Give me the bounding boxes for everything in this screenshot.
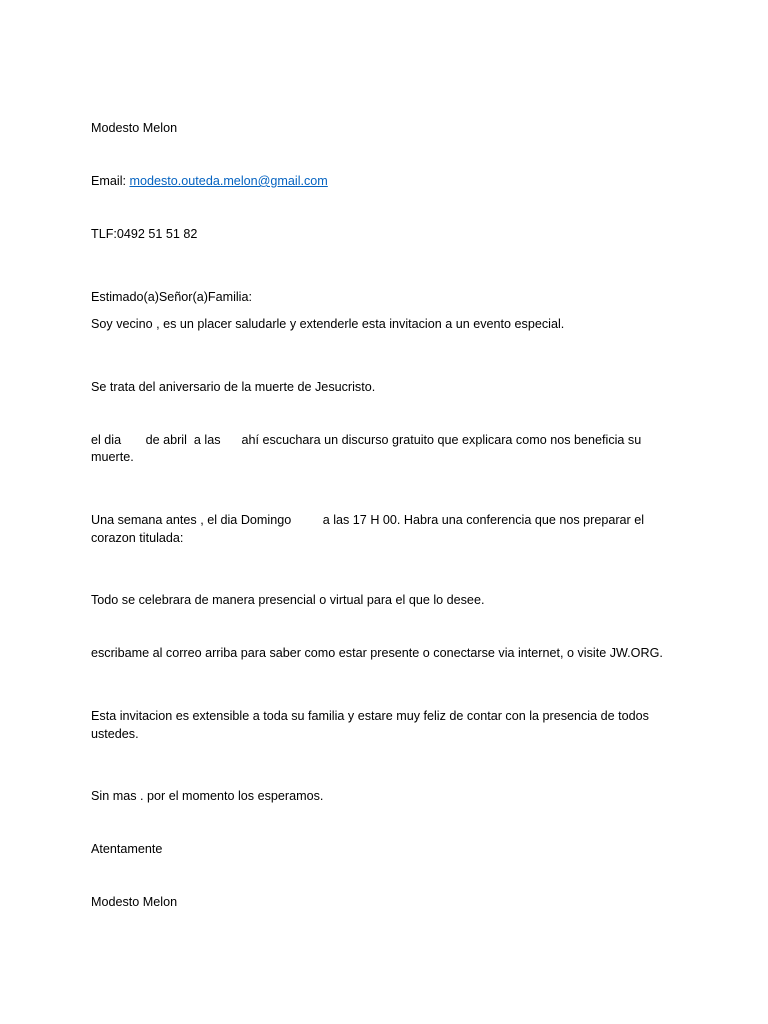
paragraph-anniversary-line1: Se trata del aniversario de la muerte de Jesucristo.	[91, 379, 376, 394]
closing-line: Sin mas . por el momento los esperamos.	[91, 789, 324, 804]
email-line	[91, 173, 676, 191]
closing-block	[91, 753, 676, 947]
paragraph-anniversary	[91, 344, 676, 502]
email-link[interactable]: modesto.outeda.melon@gmail.com	[129, 173, 328, 188]
signature: Modesto Melon	[91, 894, 178, 909]
paragraph-attendance-line2: escribame al correo arriba para saber como estar presente o conectarse via internet, o visite JW.ORG.	[91, 646, 663, 661]
paragraph-anniversary-line2: el dia de abril a las ahí escuchara un discurso gratuito que explicara como nos beneficia su muerte.	[91, 432, 645, 465]
paragraph-invitation: Soy vecino , es un placer saludarle y extenderle esta invitacion a un evento especial.	[91, 317, 565, 332]
paragraph-attendance-line1: Todo se celebrara de manera presencial o virtual para el que lo desee.	[91, 593, 485, 608]
email-label: Email:	[91, 173, 130, 188]
closing-salutation: Atentamente	[91, 842, 163, 857]
sender-header	[91, 85, 676, 279]
phone-number: TLF:0492 51 51 82	[91, 226, 198, 241]
sender-name: Modesto Melon	[91, 121, 178, 136]
letter-body	[91, 85, 676, 957]
paragraph-attendance	[91, 557, 676, 698]
paragraph-family: Esta invitacion es extensible a toda su familia y estare muy feliz de contar con la presencia de todos ustedes.	[91, 709, 653, 741]
greeting: Estimado(a)Señor(a)Familia:	[91, 289, 252, 304]
paragraph-conference: Una semana antes , el dia Domingo a las 17 H 00. Habra una conferencia que nos preparar el corazon titulada:	[91, 513, 648, 545]
